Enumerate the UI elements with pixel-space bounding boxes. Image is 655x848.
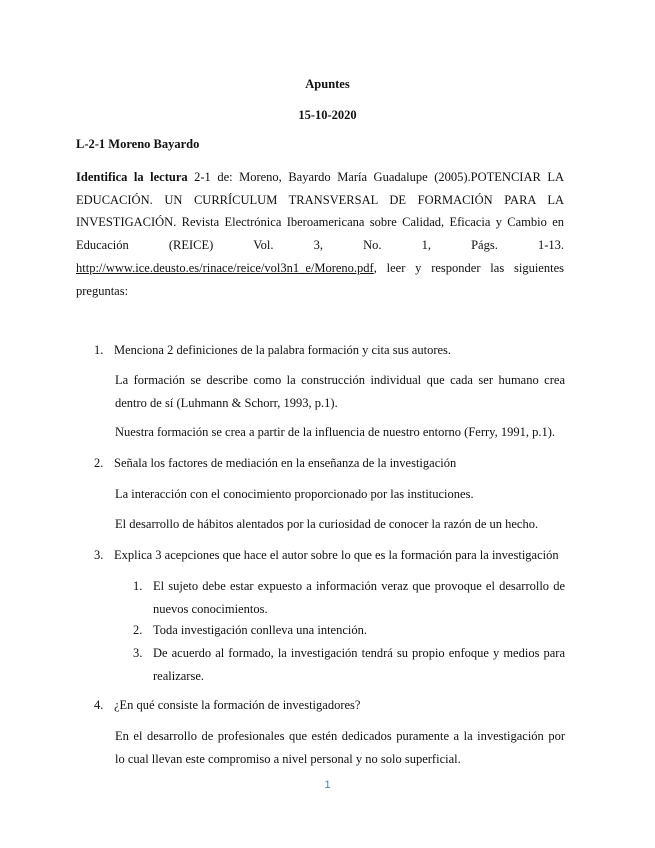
sub-item-line: Toda investigación conlleva una intención. [153, 623, 367, 637]
question-number: 2. [94, 456, 104, 470]
document-title: Apuntes [305, 77, 350, 91]
answer-paragraph [115, 421, 565, 444]
intro-line: INVESTIGACIÓN. Revista Electrónica Iberoamericana sobre Calidad, Eficacia y Cambio en [76, 215, 564, 230]
sub-item-text [153, 642, 565, 687]
answer-paragraph [115, 513, 565, 536]
intro-line-text: 2-1 de: Moreno, Bayardo María Guadalupe (2005).POTENCIAR LA [187, 170, 564, 184]
lesson-heading: L-2-1 Moreno Bayardo [76, 137, 200, 151]
sub-item-line: El sujeto debe estar expuesto a información veraz que provoque el desarrollo de [153, 579, 565, 593]
sub-item-number: 2. [133, 623, 143, 637]
reference-link[interactable]: http://www.ice.deusto.es/rinace/reice/vol3n1_e/Moreno.pdf [76, 260, 374, 275]
intro-line: EDUCACIÓN. UN CURRÍCULUM TRANSVERSAL DE FORMACIÓN PARA LA [76, 192, 564, 207]
answer-line: El desarrollo de hábitos alentados por la curiosidad de conocer la razón de un hecho. [115, 517, 539, 531]
question-number: 4. [94, 698, 104, 712]
intro-line [76, 166, 564, 189]
sub-item-text [153, 575, 565, 620]
answer-paragraph [115, 369, 565, 414]
answer-line: lo cual llevan este compromiso a nivel personal y no solo superficial. [115, 751, 461, 766]
intro-bold-label: Identifica la lectura [76, 170, 188, 184]
intro-line [76, 257, 564, 280]
intro-line: Educación (REICE) Vol. 3, No. 1, Págs. 1-13. [76, 238, 564, 253]
answer-paragraph [115, 483, 565, 506]
answer-line: Nuestra formación se crea a partir de la influencia de nuestro entorno (Ferry, 1991, p.1). [115, 425, 555, 439]
sub-item-line: nuevos conocimientos. [153, 601, 268, 616]
question-text: ¿En qué consiste la formación de investigadores? [114, 698, 361, 712]
answer-line: En el desarrollo de profesionales que estén dedicados puramente a la investigación por [115, 729, 565, 743]
sub-item-line: realizarse. [153, 668, 205, 683]
answer-paragraph [115, 725, 565, 770]
question-number: 3. [94, 548, 104, 562]
sub-item-text [153, 619, 565, 642]
page-number: 1 [324, 779, 331, 791]
question-text: Señala los factores de mediación en la enseñanza de la investigación [114, 456, 457, 470]
answer-line: dentro de sí (Luhmann & Schorr, 1993, p.1). [115, 395, 338, 410]
intro-line-text: , leer y responder las siguientes [373, 260, 564, 275]
sub-item-number: 3. [133, 646, 143, 660]
answer-line: La formación se describe como la construcción individual que cada ser humano crea [115, 373, 565, 387]
answer-line: La interacción con el conocimiento proporcionado por las instituciones. [115, 487, 474, 501]
question-text: Explica 3 acepciones que hace el autor sobre lo que es la formación para la investigación [114, 548, 559, 562]
sub-item-number: 1. [133, 579, 143, 593]
document-date: 15-10-2020 [298, 108, 357, 122]
sub-item-line: De acuerdo al formado, la investigación tendrá su propio enfoque y medios para [153, 646, 565, 660]
question-text: Menciona 2 definiciones de la palabra formación y cita sus autores. [114, 343, 452, 357]
intro-line: preguntas: [76, 283, 129, 298]
question-number: 1. [94, 343, 104, 357]
intro-paragraph [76, 166, 564, 302]
